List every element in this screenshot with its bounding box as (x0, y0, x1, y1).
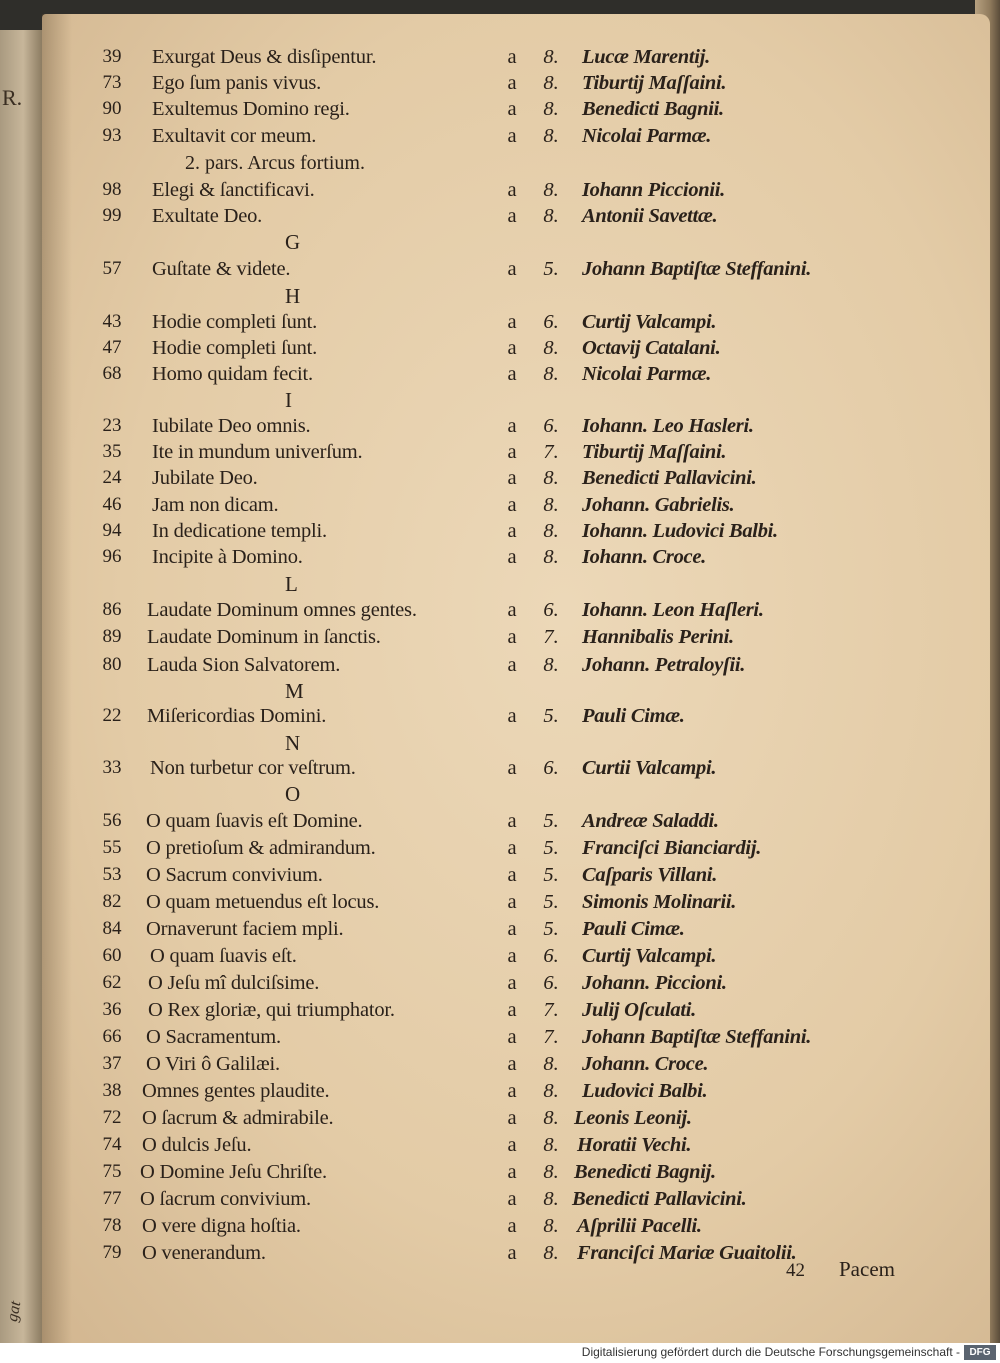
entry-voice: a (507, 467, 517, 489)
index-row (42, 810, 990, 837)
index-row (42, 626, 990, 653)
entry-count: 8. (543, 72, 559, 94)
entry-composer: Curtii Valcampi. (582, 757, 717, 779)
index-row (42, 1026, 990, 1053)
section-letter-m (42, 679, 990, 706)
entry-count: 5. (543, 837, 559, 859)
entry-number: 84 (102, 918, 122, 939)
entry-count: 6. (543, 311, 559, 333)
entry-title: Homo quidam fecit. (152, 363, 313, 385)
previous-page-fragment: R. (2, 85, 23, 110)
entry-count: 8. (543, 1242, 559, 1264)
index-row (42, 757, 990, 784)
gutter-shadow (42, 14, 72, 1343)
entry-number: 60 (102, 945, 122, 966)
index-row (42, 1053, 990, 1080)
section-letter-h (42, 284, 990, 311)
entry-voice: a (507, 1161, 517, 1183)
entry-count: 8. (543, 363, 559, 385)
index-row (42, 494, 990, 521)
entry-voice: a (507, 494, 517, 516)
entry-count: 8. (543, 179, 559, 201)
entry-composer: Simonis Molinarii. (582, 891, 737, 913)
entry-count: 5. (543, 258, 559, 280)
entry-composer: Tiburtij Maſſaini. (582, 441, 727, 463)
entry-voice: a (507, 757, 517, 779)
section-letter-o (42, 782, 990, 809)
entry-title: O Viri ô Galilæi. (146, 1053, 280, 1075)
entry-title: Elegi & ſanctificavi. (152, 179, 315, 201)
entry-voice: a (507, 810, 517, 832)
entry-title: O pretioſum & admirandum. (146, 837, 376, 859)
entry-title: In dedicatione templi. (152, 520, 327, 542)
entry-voice: a (507, 837, 517, 859)
section-letter: M (285, 679, 304, 703)
entry-number: 39 (102, 46, 122, 67)
entry-voice: a (507, 546, 517, 568)
entry-composer: Curtij Valcampi. (582, 945, 717, 967)
entry-voice: a (507, 918, 517, 940)
entry-number: 68 (102, 363, 122, 384)
entry-composer: Caſparis Villani. (582, 864, 718, 886)
entry-composer: Johann. Petraloyſii. (582, 654, 746, 676)
entry-composer: Andreæ Saladdi. (582, 810, 719, 832)
entry-voice: a (507, 520, 517, 542)
entry-number: 56 (102, 810, 122, 831)
entry-count: 8. (543, 520, 559, 542)
entry-title: O venerandum. (142, 1242, 266, 1264)
entry-title: Ite in mundum univerſum. (152, 441, 363, 463)
index-row (42, 891, 990, 918)
entry-composer: Leonis Leonij. (574, 1107, 692, 1129)
entry-count: 6. (543, 972, 559, 994)
section-letter-n (42, 731, 990, 758)
entry-title: Miſericordias Domini. (147, 705, 327, 727)
entry-count: 5. (543, 705, 559, 727)
entry-composer: Johann Baptiſtæ Steffanini. (582, 1026, 812, 1048)
section-letter: N (285, 731, 301, 755)
entry-title: O dulcis Jeſu. (142, 1134, 252, 1156)
entry-count: 6. (543, 599, 559, 621)
entry-voice: a (507, 205, 517, 227)
entry-count: 7. (543, 626, 559, 648)
entry-count: 8. (543, 1107, 559, 1129)
entry-composer: Horatii Vechi. (577, 1134, 692, 1156)
entry-title: Incipite à Domino. (152, 546, 303, 568)
entry-title: Laudate Dominum omnes gentes. (147, 599, 417, 621)
entry-number: 36 (102, 999, 122, 1020)
page-number: 42 (786, 1260, 805, 1281)
entry-count: 5. (543, 810, 559, 832)
index-row (42, 415, 990, 442)
entry-composer: Tiburtij Maſſaini. (582, 72, 727, 94)
entry-voice: a (507, 1188, 517, 1210)
index-row (42, 546, 990, 573)
entry-composer: Benedicti Pallavicini. (582, 467, 757, 489)
entry-number: 22 (102, 705, 122, 726)
entry-voice: a (507, 626, 517, 648)
entry-composer: Franciſci Bianciardij. (582, 837, 762, 859)
index-row (42, 441, 990, 468)
pars-line: 2. pars. Arcus fortium. (185, 152, 365, 174)
entry-number: 79 (102, 1242, 122, 1263)
entry-voice: a (507, 1242, 517, 1264)
entry-count: 8. (543, 125, 559, 147)
section-letter-l (42, 572, 990, 599)
entry-title: O Sacrum convivium. (146, 864, 323, 886)
entry-composer: Octavij Catalani. (582, 337, 721, 359)
entry-composer: Benedicti Pallavicini. (572, 1188, 747, 1210)
footer-bar (0, 1343, 1000, 1363)
entry-count: 8. (543, 98, 559, 120)
entry-composer: Nicolai Parmæ. (582, 363, 712, 385)
index-row (42, 311, 990, 338)
index-row (42, 837, 990, 864)
index-row (42, 1161, 990, 1188)
entry-title: Laudate Dominum in ſanctis. (147, 626, 381, 648)
index-row (42, 179, 990, 206)
entry-title: Exultemus Domino regi. (152, 98, 350, 120)
entry-count: 5. (543, 891, 559, 913)
entry-count: 8. (543, 1053, 559, 1075)
entry-voice: a (507, 311, 517, 333)
entry-number: 75 (102, 1161, 122, 1182)
entry-count: 8. (543, 546, 559, 568)
entry-count: 7. (543, 1026, 559, 1048)
entry-composer: Franciſci Mariæ Guaitolii. (577, 1242, 797, 1264)
index-row (42, 72, 990, 99)
index-row (42, 999, 990, 1026)
index-row (42, 520, 990, 547)
entry-composer: Curtij Valcampi. (582, 311, 717, 333)
entry-number: 23 (102, 415, 122, 436)
entry-number: 33 (102, 757, 122, 778)
previous-page-bottom-fragment: gat (4, 1299, 25, 1323)
entry-composer: Benedicti Bagnii. (582, 98, 724, 120)
entry-composer: Julij Oſculati. (582, 999, 696, 1021)
entry-count: 6. (543, 945, 559, 967)
entry-title: O quam ſuavis eſt Domine. (146, 810, 363, 832)
section-letter: O (285, 782, 301, 806)
index-row (42, 864, 990, 891)
catchword: Pacem (839, 1257, 895, 1281)
entry-count: 8. (543, 1134, 559, 1156)
index-row (42, 1080, 990, 1107)
entry-count: 5. (543, 864, 559, 886)
entry-number: 72 (102, 1107, 122, 1128)
index-row (42, 945, 990, 972)
entry-number: 93 (102, 125, 122, 146)
entry-title: O Domine Jeſu Chriſte. (140, 1161, 327, 1183)
entry-number: 73 (102, 72, 122, 93)
entry-voice: a (507, 46, 517, 68)
entry-count: 6. (543, 415, 559, 437)
entry-title: O Rex gloriæ, qui triumphator. (148, 999, 395, 1021)
entry-voice: a (507, 258, 517, 280)
entry-title: Guſtate & videte. (152, 258, 291, 280)
entry-count: 8. (543, 1161, 559, 1183)
pars-row (42, 152, 990, 179)
entry-count: 8. (543, 1188, 559, 1210)
entry-voice: a (507, 415, 517, 437)
entry-voice: a (507, 1107, 517, 1129)
entry-number: 89 (102, 626, 122, 647)
entry-number: 53 (102, 864, 122, 885)
entry-title: Exultavit cor meum. (152, 125, 317, 147)
entry-count: 8. (543, 337, 559, 359)
entry-voice: a (507, 705, 517, 727)
entry-voice: a (507, 945, 517, 967)
entry-composer: Iohann. Leon Haſleri. (582, 599, 764, 621)
entry-voice: a (507, 98, 517, 120)
index-row (42, 467, 990, 494)
book-page (42, 14, 990, 1343)
entry-count: 6. (543, 757, 559, 779)
entry-number: 82 (102, 891, 122, 912)
entry-composer: Pauli Cimæ. (582, 705, 685, 727)
entry-composer: Iohann. Croce. (582, 546, 706, 568)
entry-composer: Johann. Gabrielis. (582, 494, 735, 516)
entry-number: 55 (102, 837, 122, 858)
entry-number: 38 (102, 1080, 122, 1101)
entry-count: 8. (543, 494, 559, 516)
entry-title: O ſacrum & admirabile. (142, 1107, 334, 1129)
entry-title: O quam metuendus eſt locus. (146, 891, 380, 913)
entry-voice: a (507, 125, 517, 147)
entry-number: 35 (102, 441, 122, 462)
entry-number: 24 (102, 467, 122, 488)
entry-number: 98 (102, 179, 122, 200)
index-row (42, 125, 990, 152)
entry-composer: Aſprilii Pacelli. (577, 1215, 702, 1237)
index-row (42, 599, 990, 626)
entry-title: Non turbetur cor veſtrum. (150, 757, 356, 779)
index-row (42, 1134, 990, 1161)
entry-count: 8. (543, 1215, 559, 1237)
entry-title: O vere digna hoſtia. (142, 1215, 301, 1237)
entry-voice: a (507, 654, 517, 676)
index-row (42, 98, 990, 125)
entry-title: Jam non dicam. (152, 494, 279, 516)
entry-voice: a (507, 1215, 517, 1237)
index-row (42, 363, 990, 390)
entry-composer: Iohann. Ludovici Balbi. (582, 520, 778, 542)
entry-voice: a (507, 337, 517, 359)
entry-voice: a (507, 179, 517, 201)
entry-count: 5. (543, 918, 559, 940)
section-letter-g (42, 230, 990, 257)
entry-title: Ego ſum panis vivus. (152, 72, 322, 94)
entry-voice: a (507, 864, 517, 886)
entry-composer: Johann. Piccioni. (582, 972, 727, 994)
entry-title: Hodie completi ſunt. (152, 311, 318, 333)
entry-title: Hodie completi ſunt. (152, 337, 318, 359)
entry-title: O quam ſuavis eſt. (150, 945, 297, 967)
entry-voice: a (507, 599, 517, 621)
entry-number: 66 (102, 1026, 122, 1047)
entry-title: O Jeſu mî dulciſsime. (148, 972, 320, 994)
entry-title: Exultate Deo. (152, 205, 263, 227)
entry-number: 96 (102, 546, 122, 567)
entry-composer: Johann. Croce. (582, 1053, 709, 1075)
entry-count: 8. (543, 1080, 559, 1102)
entry-voice: a (507, 1026, 517, 1048)
entry-number: 90 (102, 98, 122, 119)
entry-voice: a (507, 72, 517, 94)
index-row (42, 205, 990, 232)
entry-title: Ornaverunt faciem mpli. (146, 918, 344, 940)
entry-number: 46 (102, 494, 122, 515)
entry-voice: a (507, 1080, 517, 1102)
entry-title: O ſacrum convivium. (140, 1188, 311, 1210)
entry-voice: a (507, 972, 517, 994)
entry-voice: a (507, 1053, 517, 1075)
entry-title: Omnes gentes plaudite. (142, 1080, 330, 1102)
entry-composer: Antonii Savettæ. (582, 205, 718, 227)
index-row (42, 654, 990, 681)
entry-number: 78 (102, 1215, 122, 1236)
entry-composer: Nicolai Parmæ. (582, 125, 712, 147)
entry-number: 62 (102, 972, 122, 993)
index-row (42, 258, 990, 285)
entry-title: Exurgat Deus & disſipentur. (152, 46, 377, 68)
entry-title: Jubilate Deo. (152, 467, 258, 489)
index-row (42, 918, 990, 945)
entry-number: 80 (102, 654, 122, 675)
entry-number: 57 (102, 258, 122, 279)
entry-count: 8. (543, 205, 559, 227)
previous-page-edge (0, 30, 42, 1343)
entry-title: Lauda Sion Salvatorem. (147, 654, 341, 676)
entry-number: 43 (102, 311, 122, 332)
footer-credit: Digitalisierung gefördert durch die Deutsche Forschungsgemeinschaft - (581, 1345, 960, 1359)
index-row (42, 1215, 990, 1242)
entry-voice: a (507, 1134, 517, 1156)
index-row (42, 1188, 990, 1215)
index-row (42, 337, 990, 364)
section-letter: G (285, 230, 301, 254)
section-letter: H (285, 284, 301, 308)
entry-number: 74 (102, 1134, 122, 1155)
section-letter-i (42, 388, 990, 415)
entry-composer: Pauli Cimæ. (582, 918, 685, 940)
entry-voice: a (507, 999, 517, 1021)
entry-number: 86 (102, 599, 122, 620)
entry-composer: Hannibalis Perini. (582, 626, 734, 648)
entry-composer: Johann Baptiſtæ Steffanini. (582, 258, 812, 280)
entry-voice: a (507, 363, 517, 385)
entry-number: 47 (102, 337, 122, 358)
index-row (42, 46, 990, 73)
section-letter: I (285, 388, 292, 412)
entry-number: 94 (102, 520, 122, 541)
entry-count: 7. (543, 999, 559, 1021)
entry-number: 77 (102, 1188, 122, 1209)
entry-composer: Iohann Piccionii. (582, 179, 725, 201)
entry-voice: a (507, 441, 517, 463)
index-row (42, 705, 990, 732)
entry-voice: a (507, 891, 517, 913)
entry-composer: Ludovici Balbi. (582, 1080, 708, 1102)
entry-number: 99 (102, 205, 122, 226)
entry-number: 37 (102, 1053, 122, 1074)
section-letter: L (285, 572, 298, 596)
index-row (42, 972, 990, 999)
index-row (42, 1107, 990, 1134)
entry-composer: Lucæ Marentij. (582, 46, 710, 68)
entry-count: 7. (543, 441, 559, 463)
entry-title: O Sacramentum. (146, 1026, 281, 1048)
entry-composer: Iohann. Leo Hasleri. (582, 415, 754, 437)
entry-count: 8. (543, 467, 559, 489)
dfg-logo-icon: DFG (964, 1345, 996, 1360)
entry-count: 8. (543, 46, 559, 68)
entry-count: 8. (543, 654, 559, 676)
entry-title: Iubilate Deo omnis. (152, 415, 311, 437)
entry-composer: Benedicti Bagnij. (574, 1161, 716, 1183)
